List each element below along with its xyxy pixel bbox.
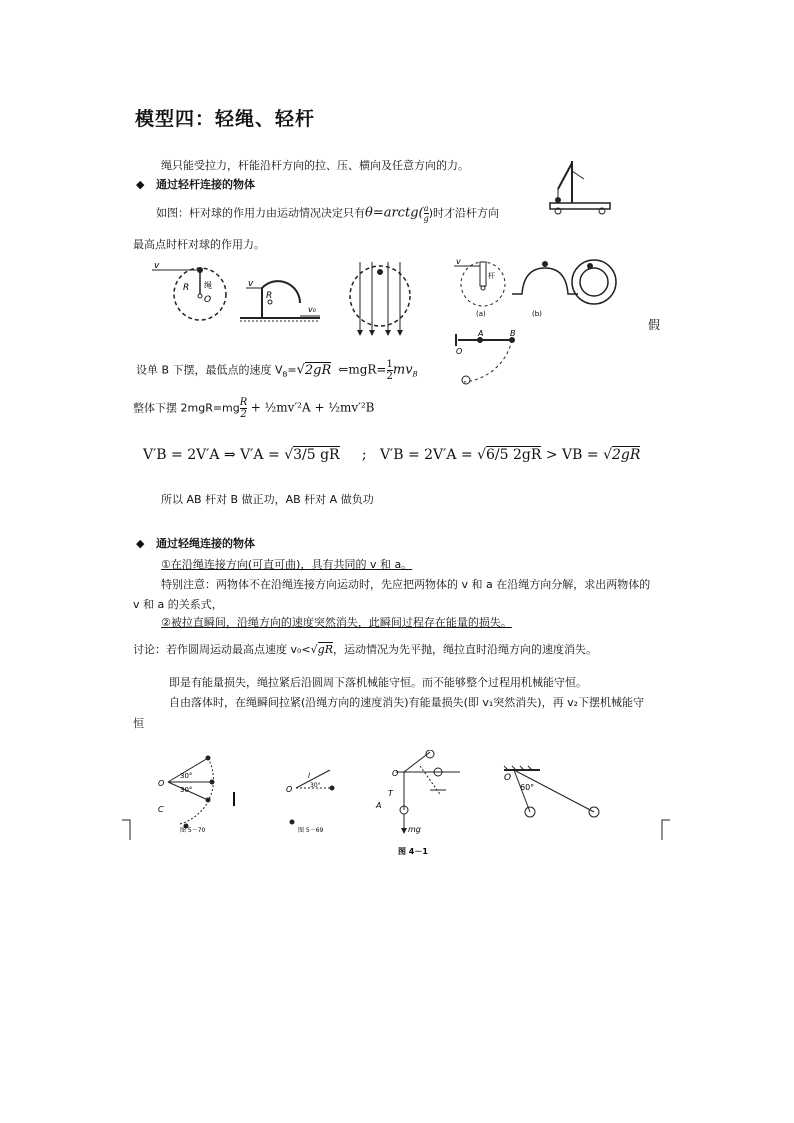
- rod-line1-end: )时才沿杆方向: [428, 206, 500, 220]
- bottom-figures: [120, 750, 680, 860]
- rope-note: 特别注意：两物体不在沿绳连接方向运动时，先应把两物体的 v 和 a 在沿绳方向分解，求出两物体的: [161, 578, 651, 591]
- svg-text:(a): (a): [476, 310, 486, 318]
- page-title: 模型四：轻绳、轻杆: [135, 108, 316, 130]
- frac-den-g: g: [423, 214, 429, 223]
- rope-note-cont: v 和 a 的关系式，: [133, 598, 223, 611]
- rope-heading: [136, 535, 255, 551]
- svg-text:30°: 30°: [310, 782, 321, 789]
- rope-point2: ②被拉直瞬间，沿绳方向的速度突然消失，此瞬间过程存在能量的损失。: [161, 616, 512, 629]
- svg-text:R: R: [183, 283, 190, 293]
- svg-text:绳: 绳: [204, 281, 212, 290]
- svg-text:(b): (b): [532, 310, 542, 318]
- rod-heading-text: 通过轻杆连接的物体: [155, 178, 255, 191]
- whole-swing-line: 整体下摆 2mgR=mg $\frac{R}{2}$ + ½mv′²A + ½mv′²B: [133, 397, 375, 420]
- svg-text:l: l: [308, 772, 310, 780]
- svg-text:v: v: [456, 258, 461, 266]
- fig-5-69: [286, 770, 335, 834]
- svg-text:B: B: [510, 330, 516, 338]
- rod-line1: [156, 204, 499, 223]
- energy-loss-line2-cont: 恒: [133, 717, 144, 730]
- rod-line1-text: 如图：杆对球的作用力由运动情况决定只有: [156, 206, 365, 220]
- theta-formula: θ=arctg(: [365, 205, 424, 221]
- velocity-equation-line: V′B = 2V′A ⇒ V′A = √3/5 gR ; V′B = 2V′A = √6/5 2gR > VB = √2gR: [143, 447, 641, 463]
- discussion-line: 讨论：若作圆周运动最高点速度 v₀<√gR，运动情况为先平抛，绳拉直时沿绳方向的速度消失。: [133, 643, 597, 656]
- energy-loss-line1: 即是有能量损失，绳拉紧后沿圆周下落机械能守恒。而不能够整个过程用机械能守恒。: [169, 676, 587, 689]
- svg-text:A: A: [478, 330, 484, 338]
- rod-circle-figure: [454, 258, 616, 318]
- sixty-degree-figure: [504, 766, 599, 817]
- svg-text:O: O: [456, 347, 463, 356]
- jia-text: 假: [648, 318, 661, 332]
- svg-text:图 5－69: 图 5－69: [298, 827, 324, 834]
- crane-figure: [548, 157, 616, 215]
- rope-heading-text: 通过轻绳连接的物体: [155, 537, 255, 550]
- svg-text:A: A: [376, 801, 382, 810]
- svg-text:O: O: [158, 779, 165, 788]
- rod-heading: [136, 176, 255, 192]
- rod-line2: 最高点时杆对球的作用力。: [133, 238, 265, 251]
- bullet-icon: ◆: [136, 537, 145, 550]
- single-b-line: 设单 B 下摆，最低点的速度 $V_B=√2gR$ ⇐mgR= $\frac{1}{2}$ $mv_B$: [136, 359, 418, 382]
- svg-text:O: O: [286, 785, 293, 794]
- svg-text:图 5－70: 图 5－70: [180, 827, 206, 834]
- svg-text:T: T: [388, 789, 393, 798]
- svg-text:C: C: [158, 805, 164, 814]
- svg-text:O: O: [504, 773, 512, 783]
- svg-text:O: O: [204, 295, 212, 305]
- svg-text:R: R: [266, 291, 273, 301]
- svg-text:v₀: v₀: [308, 305, 316, 314]
- svg-text:v: v: [154, 261, 160, 271]
- svg-text:mg: mg: [408, 825, 421, 834]
- svg-text:v: v: [248, 279, 254, 289]
- fig-group-caption: 图 4－1: [398, 847, 428, 856]
- svg-text:O: O: [392, 769, 399, 778]
- rope-point1: ①在沿绳连接方向(可直可曲)，具有共同的 v 和 a。: [161, 558, 413, 571]
- fig-5-70: [158, 756, 234, 835]
- rod-figures-row: [150, 258, 620, 338]
- svg-text:30°: 30°: [180, 772, 193, 780]
- rope-circle-figure: [152, 261, 226, 320]
- bullet-icon: ◆: [136, 178, 145, 191]
- svg-text:60°: 60°: [520, 783, 535, 792]
- svg-text:30°: 30°: [180, 786, 193, 794]
- tension-figure: [375, 750, 460, 834]
- svg-text:杆: 杆: [488, 272, 495, 280]
- energy-loss-line2: 自由落体时，在绳瞬间拉紧(沿绳方向的速度消失)有能量损失(即 v₁突然消失)，再 v₂下摆机械能守: [169, 696, 644, 709]
- track-figure: [240, 279, 320, 321]
- rod-conclusion: 所以 AB 杆对 B 做正功，AB 杆对 A 做负功: [161, 493, 374, 506]
- ab-rod-figure: [452, 330, 522, 388]
- frac-num-a: a: [423, 204, 429, 213]
- intro-text: 绳只能受拉力，杆能沿杆方向的拉、压、横向及任意方向的力。: [161, 159, 469, 172]
- field-lines-figure: [350, 262, 410, 336]
